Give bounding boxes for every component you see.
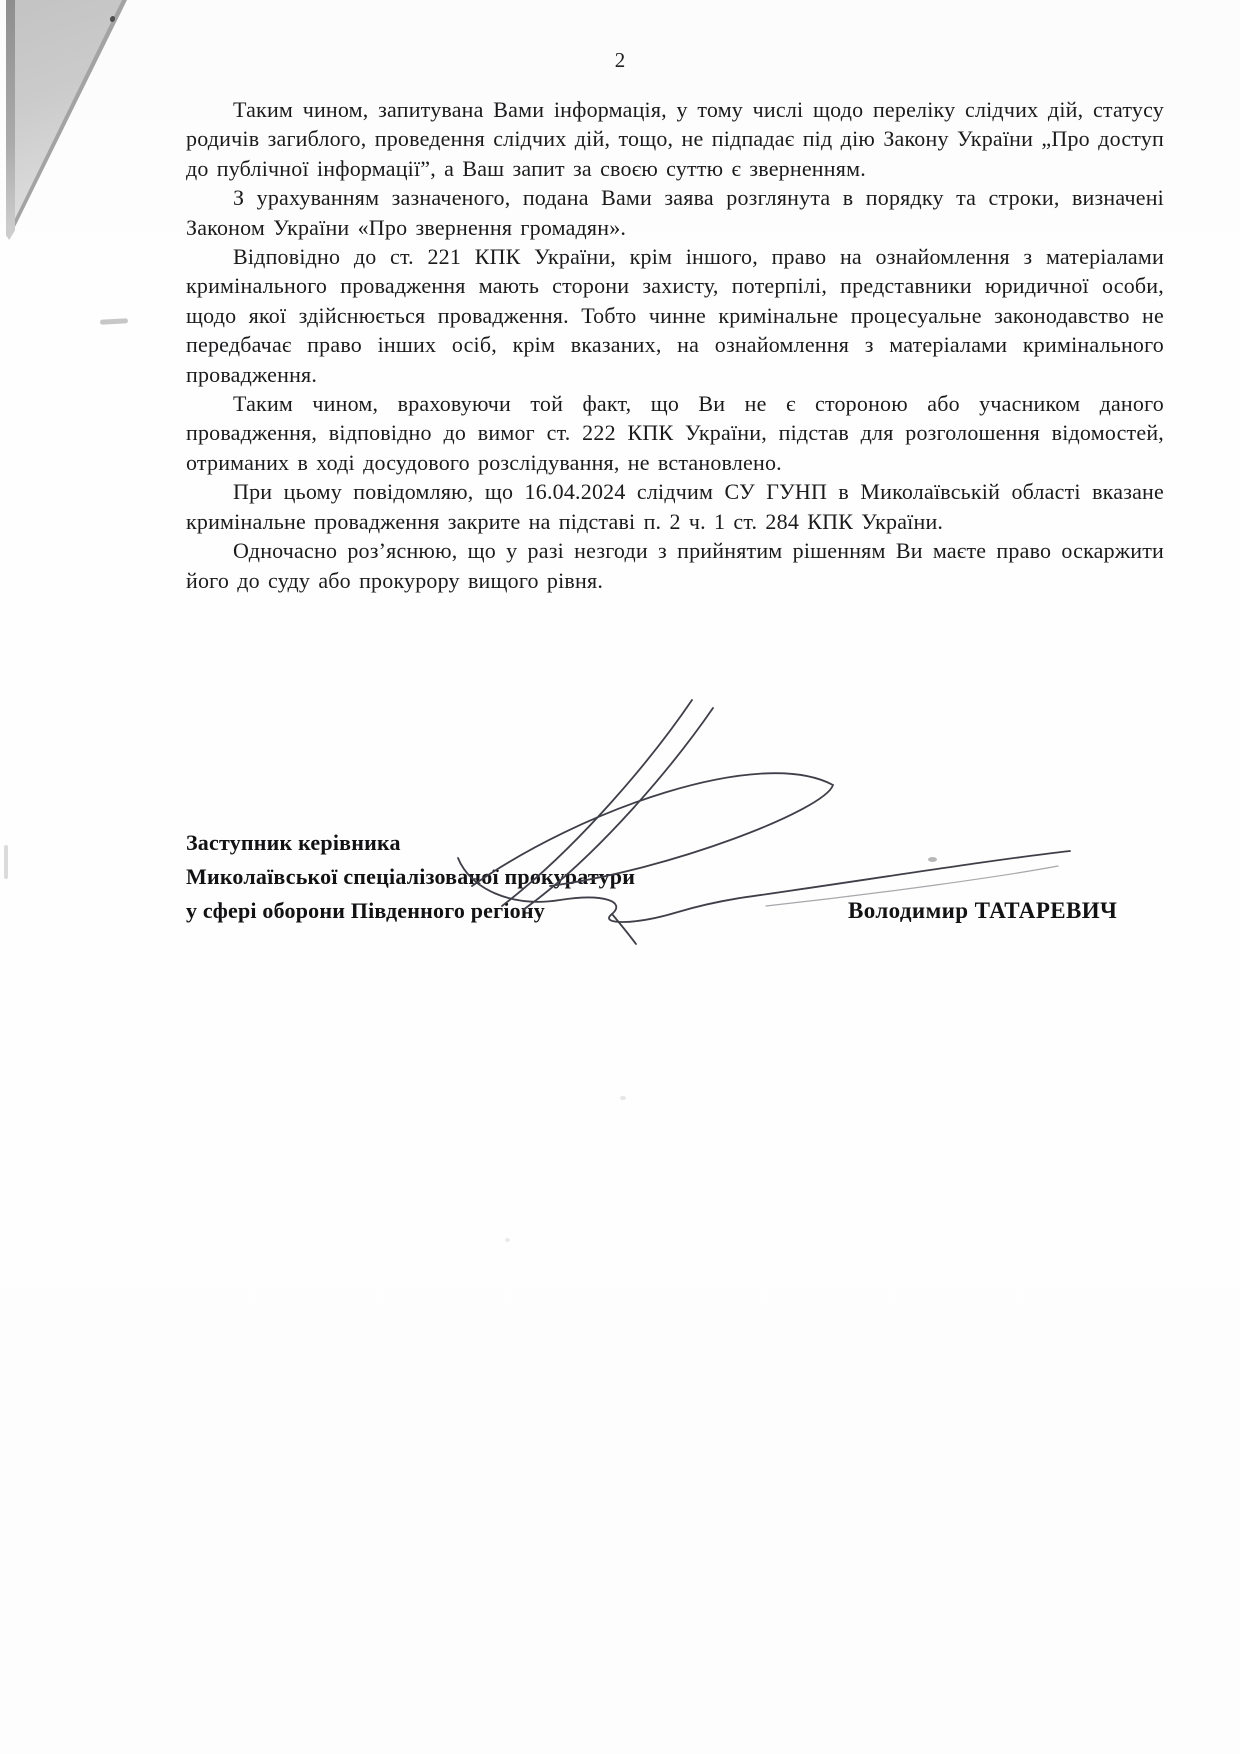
paragraph: З урахуванням зазначеного, подана Вами заява розглянута в порядку та строки, визначені Законом України «Про звернення громадян». <box>186 185 1164 240</box>
signer-name: Володимир ТАТАРЕВИЧ <box>848 898 1118 923</box>
paragraph: Таким чином, враховуючи той факт, що Ви не є стороною або учасником даного провадження, відповідно до вимог ст. 222 КПК України, підстав для розголошення відомостей, отриманих в ході досудового розслідування, не встановлено. <box>186 391 1164 475</box>
scan-speck <box>620 1096 626 1100</box>
scan-speck <box>928 857 937 862</box>
signer-title-line: у сфері оборони Південного регіону <box>186 898 545 923</box>
paragraph: Відповідно до ст. 221 КПК України, крім іншого, право на ознайомлення з матеріалами кримінального провадження мають сторони захисту, потерпілі, представники юридичної особи, щодо якої здійснюється провадження. Тобто чинне кримінальне процесуальне законодавство не передбачає право інших осіб, крім вказаних, на ознайомлення з матеріалами кримінального провадження. <box>186 244 1164 387</box>
scan-speck <box>505 1238 510 1242</box>
signer-title-line: Заступник керівника <box>186 830 401 855</box>
paragraph: Одночасно роз’яснюю, що у разі незгоди з прийнятим рішенням Ви маєте право оскаржити його до суду або прокурору вищого рівня. <box>186 538 1164 593</box>
scan-speck <box>4 845 8 879</box>
paragraph: Таким чином, запитувана Вами інформація, у тому числі щодо переліку слідчих дій, статусу родичів загиблого, проведення слідчих дій, тощо, не підпадає під дію Закону України „Про доступ до публічної інформації”, а Ваш запит за своєю суттю є зверненням. <box>186 97 1164 181</box>
signature-block <box>186 826 635 928</box>
letter-body <box>186 95 1164 595</box>
signer-title-line: Миколаївської спеціалізованої прокуратури <box>186 864 636 889</box>
scan-speck <box>100 318 128 324</box>
page-left-edge-artifact <box>6 0 15 240</box>
page-number: 2 <box>614 48 626 72</box>
paragraph: При цьому повідомляю, що 16.04.2024 слідчим СУ ГУНП в Миколаївській області вказане кримінальне провадження закрите на підставі п. 2 ч. 1 ст. 284 КПК України. <box>186 479 1164 534</box>
